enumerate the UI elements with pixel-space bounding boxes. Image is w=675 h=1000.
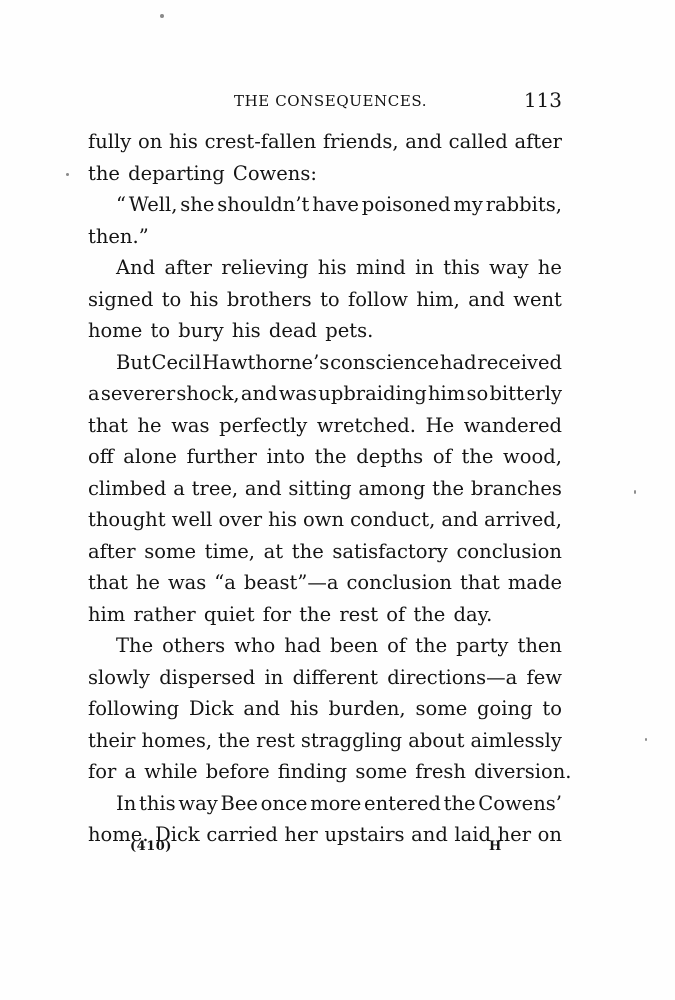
word: well — [171, 508, 213, 531]
paper-speck — [160, 14, 164, 18]
word: home. — [88, 823, 149, 846]
word: burden, — [328, 697, 406, 720]
text-line — [88, 473, 562, 505]
word: their — [88, 728, 136, 752]
word: of — [432, 445, 452, 468]
word: the — [314, 445, 347, 468]
word: a — [173, 476, 185, 500]
word: so — [466, 382, 489, 405]
word: party — [456, 634, 509, 657]
word: on — [138, 130, 163, 153]
word: conduct, — [350, 508, 436, 531]
word: and — [240, 382, 278, 405]
word: off — [88, 445, 114, 468]
word: Cecil — [151, 350, 202, 374]
word: at — [263, 539, 284, 563]
word: way — [489, 256, 529, 279]
word: then — [517, 634, 562, 657]
word: upbraiding — [318, 382, 427, 405]
word: his — [289, 697, 319, 720]
word: sitting — [288, 476, 352, 500]
word: Dick — [188, 697, 234, 720]
word: on — [537, 823, 562, 846]
word: fully — [88, 130, 132, 153]
word: the — [415, 634, 448, 657]
word: he — [137, 413, 162, 437]
word: slowly — [88, 665, 150, 689]
word: about — [408, 728, 465, 752]
signature-number: (410) — [130, 839, 172, 854]
word: had — [284, 634, 321, 657]
word: going — [477, 697, 533, 720]
word: Well, — [128, 193, 178, 216]
word: shock, — [176, 382, 240, 405]
text-line — [88, 189, 562, 221]
word: was — [171, 413, 210, 437]
text-line — [88, 441, 562, 473]
word: wandered — [463, 413, 562, 437]
word: He — [425, 413, 455, 437]
word: conclusion — [456, 539, 562, 563]
word: have — [312, 193, 359, 216]
text-line: for a while before finding some fresh diversion. — [88, 760, 572, 783]
word: received — [477, 350, 562, 374]
word: a — [88, 382, 100, 405]
word: conscience — [330, 350, 440, 374]
word: own — [303, 508, 345, 531]
text-line — [88, 252, 562, 284]
word: severer — [100, 382, 176, 405]
text-line — [88, 284, 562, 316]
word: brothers — [226, 287, 312, 311]
word: in — [264, 665, 284, 689]
word: was — [167, 571, 207, 594]
word: the — [432, 476, 465, 500]
word: crest-fallen — [204, 130, 317, 153]
paper-speck — [66, 173, 69, 176]
text-line — [88, 347, 562, 379]
word: rest — [256, 728, 295, 752]
word: her — [497, 823, 532, 846]
word: “a — [214, 571, 236, 594]
word: made — [507, 571, 562, 594]
word: upstairs — [324, 823, 405, 846]
word: this — [139, 791, 176, 815]
text-line — [88, 725, 562, 757]
word: my — [453, 193, 483, 216]
word: bitterly — [489, 382, 562, 405]
signature-letter: H — [489, 839, 502, 854]
word: his — [317, 256, 347, 279]
text-line — [88, 662, 562, 694]
word: the — [443, 791, 476, 815]
word: her — [284, 823, 318, 846]
word: to — [320, 287, 340, 311]
word: Dick — [155, 823, 200, 846]
word: rabbits, — [485, 193, 562, 216]
running-head — [88, 88, 562, 116]
text-line — [88, 536, 562, 568]
word: alone — [123, 445, 177, 468]
word: and — [468, 287, 505, 311]
word: that — [88, 413, 128, 437]
word: him, — [416, 287, 460, 311]
word: “ — [116, 193, 126, 216]
word: into — [266, 445, 305, 468]
word: some — [415, 697, 468, 720]
word: Bee — [220, 791, 258, 815]
word: further — [186, 445, 257, 468]
text-line — [88, 504, 562, 536]
word: the — [291, 539, 324, 563]
word: arrived, — [484, 508, 562, 531]
page-footer — [88, 835, 562, 859]
word: shouldn’t — [217, 193, 310, 216]
word: following — [88, 697, 180, 720]
word: satisfactory — [332, 539, 448, 563]
page-number: 113 — [523, 88, 562, 112]
word: over — [218, 508, 263, 531]
word: to — [542, 697, 562, 720]
word: and — [244, 476, 282, 500]
word: went — [513, 287, 562, 311]
word: aimlessly — [470, 728, 562, 752]
text-line: home to bury his dead pets. — [88, 319, 374, 342]
word: some — [144, 539, 196, 563]
word: and — [243, 697, 281, 720]
chapter-title: THE CONSEQUENCES. — [234, 92, 428, 110]
word: who — [234, 634, 276, 657]
word: tree, — [191, 476, 239, 500]
text-line: then.” — [88, 224, 149, 248]
text-line — [88, 410, 562, 442]
word: But — [116, 350, 151, 374]
word: follow — [348, 287, 408, 311]
word: poisoned — [361, 193, 451, 216]
word: time, — [204, 539, 255, 563]
word: entered — [364, 791, 441, 815]
word: that — [88, 571, 128, 594]
paper-speck — [634, 490, 636, 494]
word: few — [526, 665, 562, 689]
word: laid — [454, 823, 492, 846]
word: thought — [88, 508, 166, 531]
word: after — [514, 130, 562, 153]
word: wood, — [503, 445, 562, 468]
text-line — [88, 378, 562, 410]
text-line — [88, 567, 562, 599]
word: and — [441, 508, 479, 531]
word: conclusion — [346, 571, 452, 594]
word: once — [260, 791, 308, 815]
text-line: him rather quiet for the rest of the day. — [88, 602, 493, 626]
word: The — [116, 634, 154, 657]
word: to — [161, 287, 182, 311]
text-line — [88, 630, 562, 662]
word: he — [135, 571, 160, 594]
word: signed — [88, 287, 154, 311]
word: others — [162, 634, 226, 657]
word: he — [537, 256, 562, 279]
word: wretched. — [316, 413, 416, 437]
text-line — [88, 693, 562, 725]
word: been — [329, 634, 379, 657]
word: perfectly — [219, 413, 308, 437]
word: the — [461, 445, 494, 468]
word: depths — [356, 445, 424, 468]
word: in — [415, 256, 434, 279]
word: his — [169, 130, 198, 153]
text-line — [88, 126, 562, 158]
word: after — [164, 256, 212, 279]
word: his — [268, 508, 297, 531]
word: branches — [470, 476, 562, 500]
word: after — [88, 539, 136, 563]
word: directions—a — [387, 665, 518, 689]
word: called — [448, 130, 508, 153]
word: relieving — [221, 256, 309, 279]
word: In — [116, 791, 137, 815]
word: that — [459, 571, 500, 594]
word: beast”—a — [243, 571, 339, 594]
word: the — [218, 728, 251, 752]
body-text — [88, 126, 572, 851]
word: mind — [355, 256, 406, 279]
word: climbed — [88, 476, 167, 500]
word: way — [178, 791, 218, 815]
word: straggling — [300, 728, 403, 752]
text-line: the departing Cowens: — [88, 161, 317, 185]
word: was — [278, 382, 318, 405]
word: Hawthorne’s — [202, 350, 330, 374]
word: more — [310, 791, 362, 815]
word: homes, — [141, 728, 213, 752]
text-line — [88, 788, 562, 820]
word: Cowens’ — [478, 791, 562, 815]
word: carried — [206, 823, 278, 846]
word: dispersed — [159, 665, 256, 689]
word: had — [439, 350, 477, 374]
word: friends, — [322, 130, 399, 153]
word: she — [180, 193, 215, 216]
word: of — [387, 634, 407, 657]
word: And — [116, 256, 156, 279]
word: among — [358, 476, 426, 500]
word: this — [443, 256, 480, 279]
word: his — [189, 287, 219, 311]
word: and — [405, 130, 442, 153]
word: and — [411, 823, 448, 846]
word: different — [292, 665, 378, 689]
word: him — [427, 382, 466, 405]
paper-speck — [645, 738, 647, 741]
